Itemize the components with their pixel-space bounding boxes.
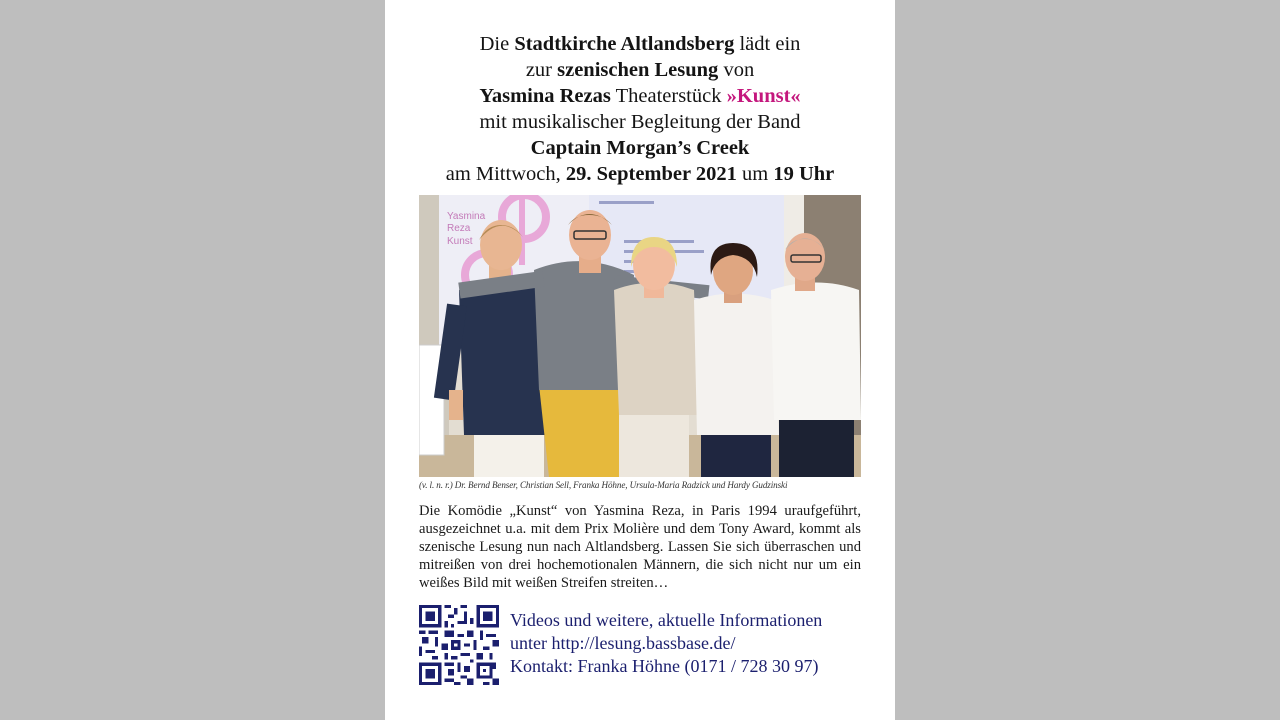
- screen-text-2: Reza: [447, 223, 471, 234]
- author-name: Yasmina Rezas: [479, 85, 611, 107]
- contact-phone: Kontakt: Franka Höhne (0171 / 728 30 97): [510, 656, 819, 676]
- play-title: »Kunst«: [726, 85, 801, 107]
- heading-line-4: mit musikalischer Begleitung der Band: [479, 111, 801, 133]
- event-time: 19 Uhr: [773, 163, 835, 185]
- heading-line-6: am Mittwoch, 29. September 2021 um 19 Uhr: [445, 163, 835, 185]
- contact-line-1: Videos und weitere, aktuelle Informationen: [510, 610, 823, 630]
- venue-name: Stadtkirche Altlandsberg: [514, 33, 735, 55]
- screen-text-3: Kunst: [447, 236, 473, 247]
- event-date: 29. September 2021: [565, 163, 737, 185]
- heading-line-3: Yasmina Rezas Theaterstück »Kunst«: [479, 85, 801, 107]
- screen-text-1: Yasmina: [447, 211, 486, 222]
- band-name: Captain Morgan’s Creek: [530, 137, 750, 159]
- event-type: szenischen Lesung: [557, 59, 719, 81]
- flyer-page: [385, 0, 895, 720]
- photo-caption: (v. l. n. r.) Dr. Bernd Benser, Christian Sell, Franka Höhne, Ursula-Maria Radzick und Hardy Gudzinski: [419, 480, 788, 490]
- event-heading: [385, 31, 895, 187]
- description-text: Die Komödie „Kunst“ von Yasmina Reza, in Paris 1994 uraufgeführt, ausgezeichnet u.a. mit dem Prix Molière und dem Tony Award, kommt als szenische Lesung nun nach Altlandsberg. Lassen Sie sich überraschen und mitreißen von drei hochemotionalen Männern, die sich nicht nur um ein weißes Bild mit weißen Streifen streiten…: [419, 503, 861, 591]
- contact-info: [510, 609, 822, 678]
- website-link[interactable]: unter http://lesung.bassbase.de/: [510, 633, 736, 653]
- heading-line-1: Die Stadtkirche Altlandsberg lädt ein: [479, 33, 801, 55]
- heading-line-2: zur szenischen Lesung von: [525, 59, 755, 81]
- group-photo: [419, 195, 861, 477]
- qr-code-icon[interactable]: [419, 605, 499, 685]
